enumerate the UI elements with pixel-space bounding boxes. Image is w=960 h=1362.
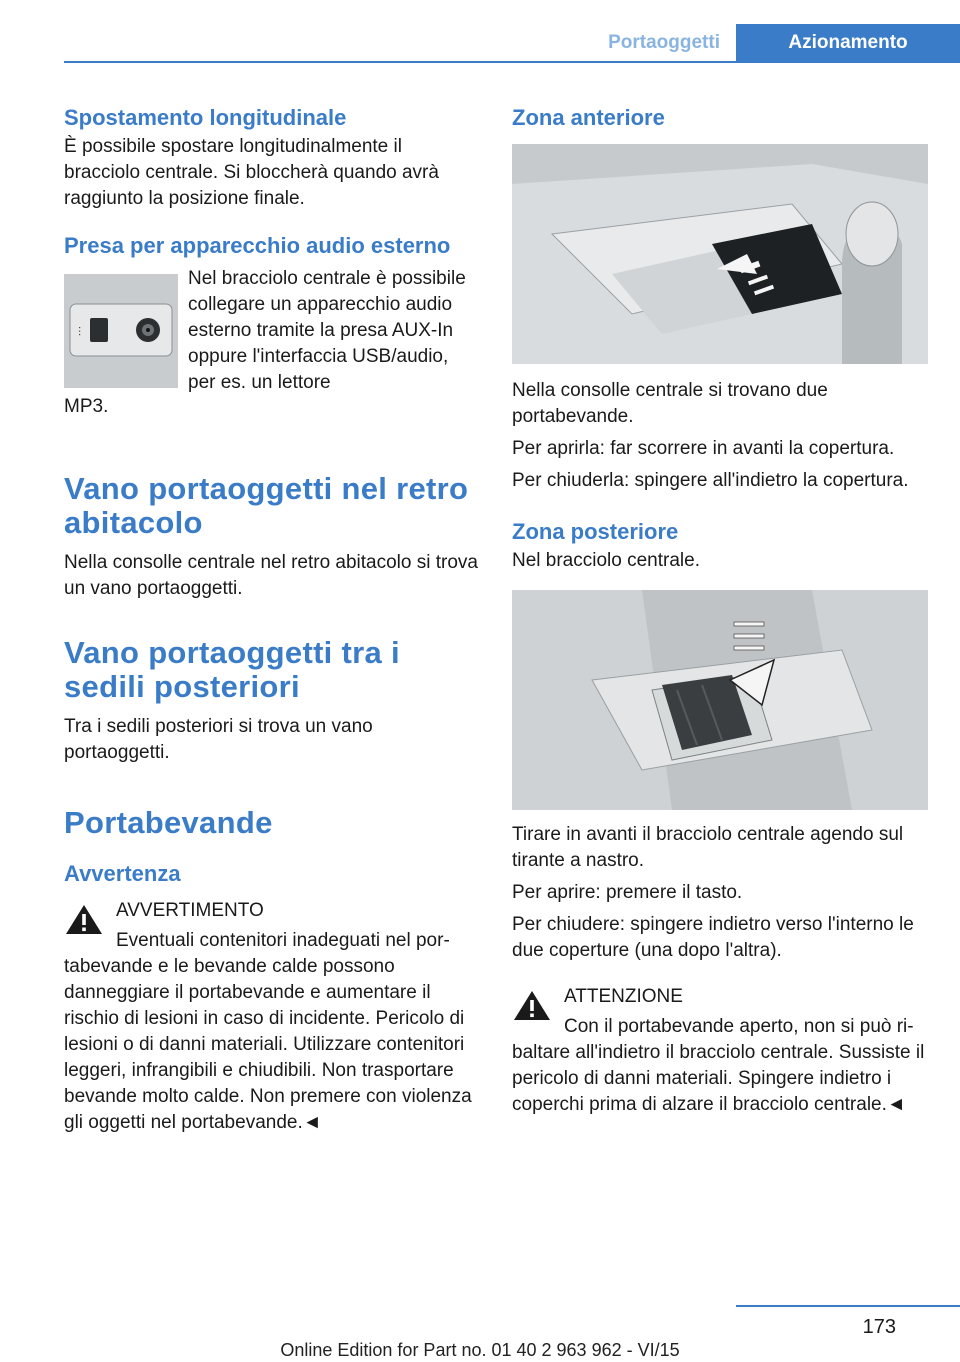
caution-box: [512, 984, 928, 1118]
chapter-tab[interactable]: Azionamento: [736, 24, 960, 62]
paragraph-posteriore-1: Nel bracciolo centrale.: [512, 550, 700, 571]
heading-portabevande: Portabevande: [64, 805, 273, 840]
caution-text-rest: baltare all'indietro il bracciolo centrale. Sussiste il pericolo di danni materiali. Spingere indietro i coperchi prima di alzare il bracciolo centrale.◄: [512, 1042, 925, 1115]
paragraph-presa-wrap: Nel bracciolo centrale è possibile collegare un apparecchio audio esterno tramite la presa AUX-In oppure l'interfaccia USB/audio, per es. un lettore: [188, 268, 466, 393]
paragraph-anteriore-1: Nella consolle centrale si trovano due portabevande.: [512, 380, 828, 427]
paragraph-vano-sedili: Tra i sedili posteriori si trova un vano portaoggetti.: [64, 716, 373, 763]
paragraph-spostamento: È possibile spostare longitudinalmente il bracciolo centrale. Si bloccherà quando avrà raggiunto la posizione finale.: [64, 136, 439, 209]
header-divider: [64, 61, 960, 63]
footer-divider: [736, 1305, 960, 1307]
paragraph-presa-tail: MP3.: [64, 396, 109, 417]
edition-footer: Online Edition for Part no. 01 40 2 963 962 - VI/15: [280, 1340, 680, 1360]
rear-armrest-illustration: [512, 590, 928, 810]
heading-avvertenza: Avvertenza: [64, 861, 181, 886]
front-cupholder-illustration: [512, 144, 928, 364]
caution-title: ATTENZIONE: [564, 986, 683, 1007]
svg-text:⫶: ⫶: [78, 325, 82, 339]
aux-usb-port-image: [64, 274, 178, 388]
heading-vano-sedili: Vano portaoggetti tra i sedili posteriori: [64, 635, 400, 704]
paragraph-posteriore-3: Per aprire: premere il tasto.: [512, 882, 743, 903]
paragraph-posteriore-2: Tirare in avanti il bracciolo centrale agendo sul tirante a nastro.: [512, 824, 904, 871]
paragraph-anteriore-2: Per aprirla: far scorrere in avanti la copertura.: [512, 438, 895, 459]
warning-text-rest: tabevande e le bevande calde possono danneggiare il portabevande e aumentare il rischio di lesioni in caso di incidente. Pericolo di lesioni o di danni materiali. Utilizzare contenitori leggeri, infrangibili e chiudibili. Non trasportare bevande molto calde. Non premere con violenza gli oggetti nel portabevande.◄: [64, 956, 472, 1133]
right-column: [512, 100, 928, 1118]
warning-text-first: Eventuali contenitori inadeguati nel por-: [116, 930, 450, 951]
caution-triangle-icon: [512, 988, 552, 1022]
presa-block: [64, 266, 478, 394]
caution-text-first: Con il portabevande aperto, non si può ri-: [564, 1016, 914, 1037]
warning-box: [64, 898, 478, 1136]
front-cupholder-image: [512, 144, 928, 364]
heading-spostamento: Spostamento longitudinale: [64, 105, 347, 130]
heading-zona-anteriore: Zona anteriore: [512, 105, 665, 130]
paragraph-vano-retro: Nella consolle centrale nel retro abitacolo si trova un vano portaoggetti.: [64, 552, 478, 599]
left-column: [64, 100, 478, 1136]
page-header: [64, 24, 960, 62]
paragraph-posteriore-4: Per chiudere: spingere indietro verso l'interno le due coperture (una dopo l'altra).: [512, 914, 914, 961]
aux-usb-port-illustration: [64, 274, 178, 388]
section-tab[interactable]: Portaoggetti: [608, 32, 720, 53]
rear-armrest-image: [512, 590, 928, 810]
heading-zona-posteriore: Zona posteriore: [512, 519, 679, 544]
heading-presa-audio: Presa per apparecchio audio esterno: [64, 233, 451, 258]
warning-title: AVVERTIMENTO: [116, 900, 264, 921]
heading-vano-retro: Vano portaoggetti nel retro abitacolo: [64, 471, 469, 540]
warning-triangle-icon: [64, 902, 104, 936]
page-number: 173: [862, 1316, 896, 1338]
paragraph-anteriore-3: Per chiuderla: spingere all'indietro la copertura.: [512, 470, 909, 491]
